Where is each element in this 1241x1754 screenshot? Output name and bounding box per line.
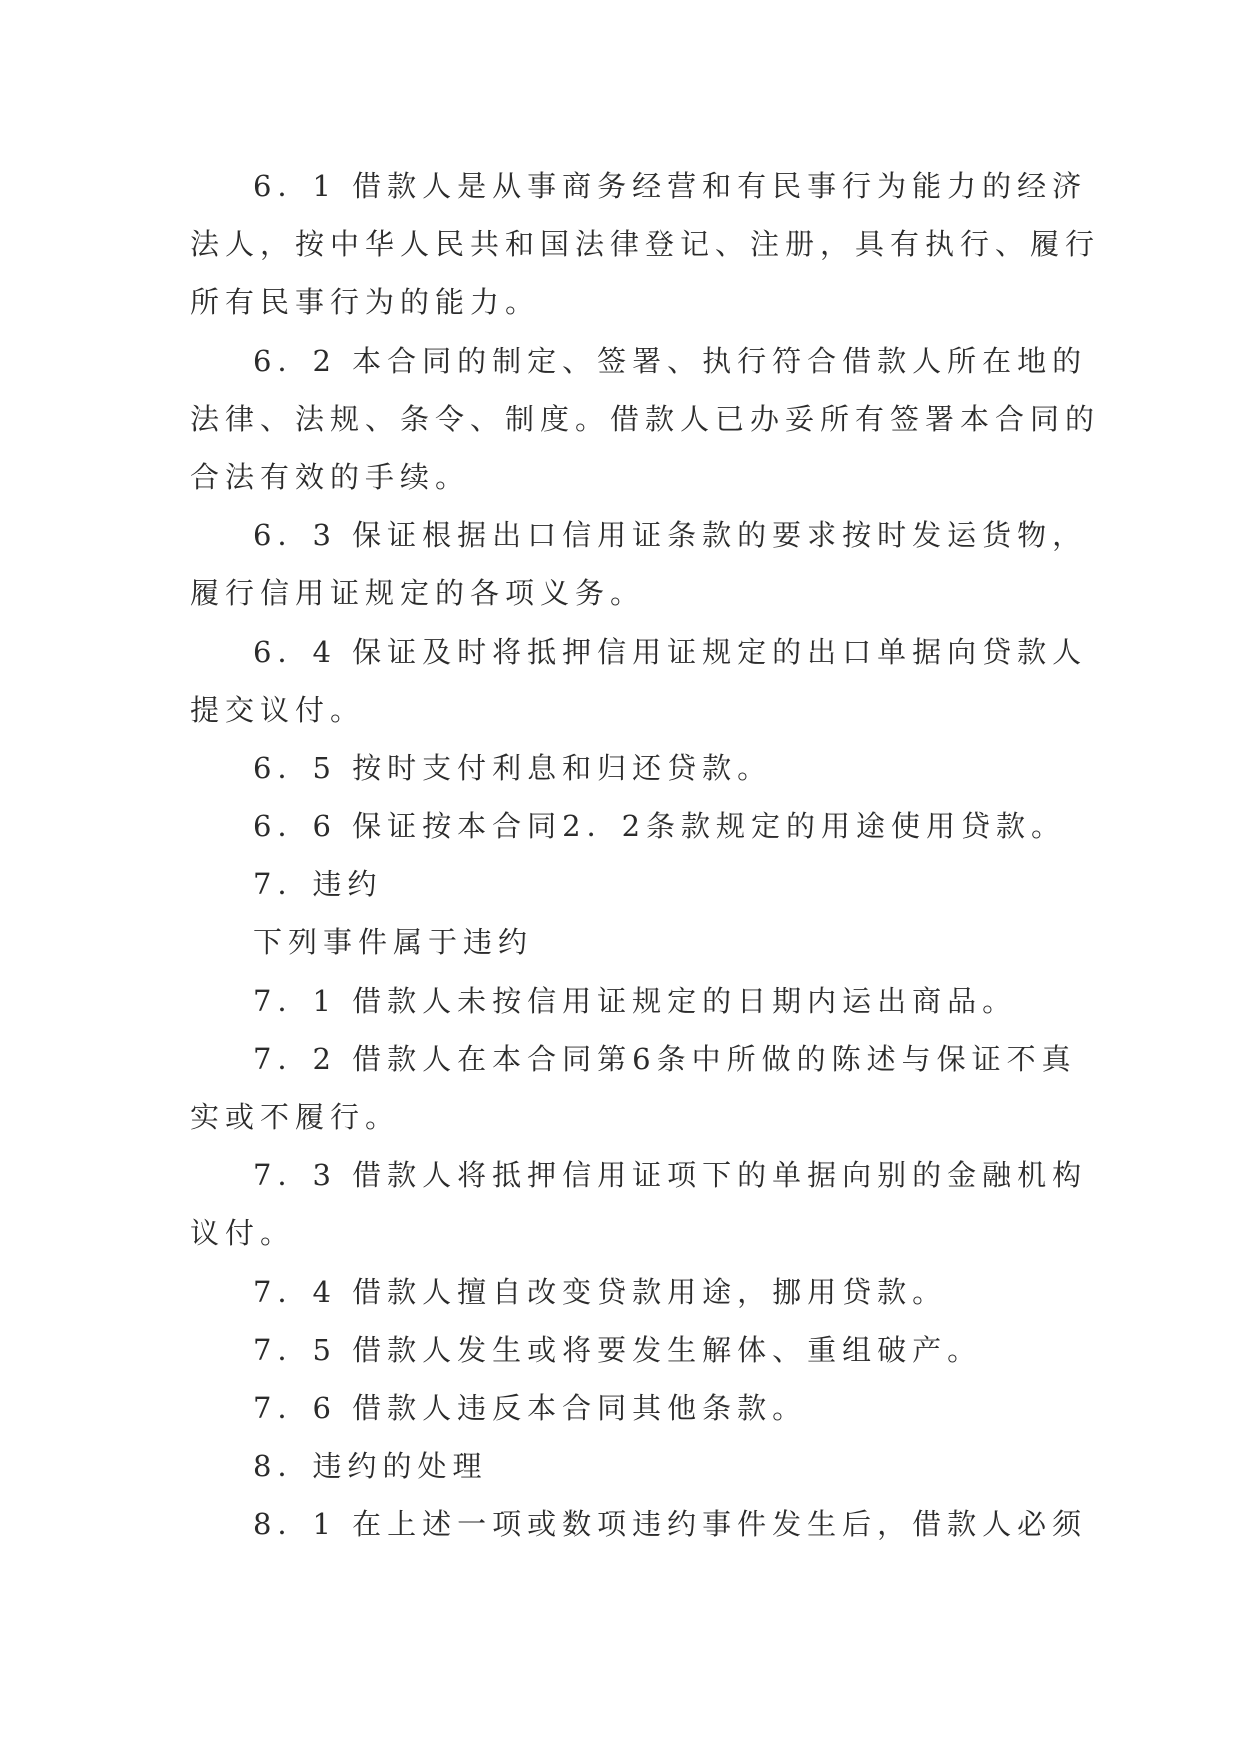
line-7-3-cont: 议付。	[190, 1216, 296, 1251]
line-6-6: 6．6 保证按本合同2．2条款规定的用途使用贷款。	[253, 809, 1067, 844]
line-6-2-cont-2: 合法有效的手续。	[190, 459, 471, 494]
section-7-heading: 7．违约	[253, 867, 383, 902]
line-6-3-cont: 履行信用证规定的各项义务。	[190, 576, 646, 611]
line-6-4-cont: 提交议付。	[190, 692, 366, 727]
line-6-1-cont-1: 法人，按中华人民共和国法律登记、注册，具有执行、履行	[190, 227, 1101, 262]
document-body	[190, 157, 1101, 1554]
line-7-6: 7．6 借款人违反本合同其他条款。	[253, 1390, 808, 1425]
line-6-2-cont-1: 法律、法规、条令、制度。借款人已办妥所有签署本合同的	[190, 401, 1101, 436]
line-6-2-start: 6．2 本合同的制定、签署、执行符合借款人所在地的	[253, 343, 1088, 378]
line-7-2-cont: 实或不履行。	[190, 1100, 401, 1134]
line-6-4-start: 6．4 保证及时将抵押信用证规定的出口单据向贷款人	[253, 634, 1088, 669]
line-6-5: 6．5 按时支付利息和归还贷款。	[253, 750, 773, 785]
line-8-1-start: 8．1 在上述一项或数项违约事件发生后，借款人必须	[253, 1507, 1088, 1542]
line-6-3-start: 6．3 保证根据出口信用证条款的要求按时发运货物，	[253, 518, 1088, 553]
line-7-2-start: 7．2 借款人在本合同第6条中所做的陈述与保证不真	[253, 1041, 1077, 1076]
line-7-4: 7．4 借款人擅自改变贷款用途，挪用贷款。	[253, 1274, 948, 1309]
line-6-1-start: 6．1 借款人是从事商务经营和有民事行为能力的经济	[253, 169, 1088, 203]
line-7-3-start: 7．3 借款人将抵押信用证项下的单据向别的金融机构	[253, 1158, 1088, 1193]
section-7-intro: 下列事件属于违约	[253, 925, 534, 960]
line-7-1: 7．1 借款人未按信用证规定的日期内运出商品。	[253, 983, 1018, 1018]
section-8-heading: 8．违约的处理	[253, 1449, 488, 1484]
line-7-5: 7．5 借款人发生或将要发生解体、重组破产。	[253, 1332, 983, 1367]
line-6-1-cont-2: 所有民事行为的能力。	[190, 285, 541, 320]
